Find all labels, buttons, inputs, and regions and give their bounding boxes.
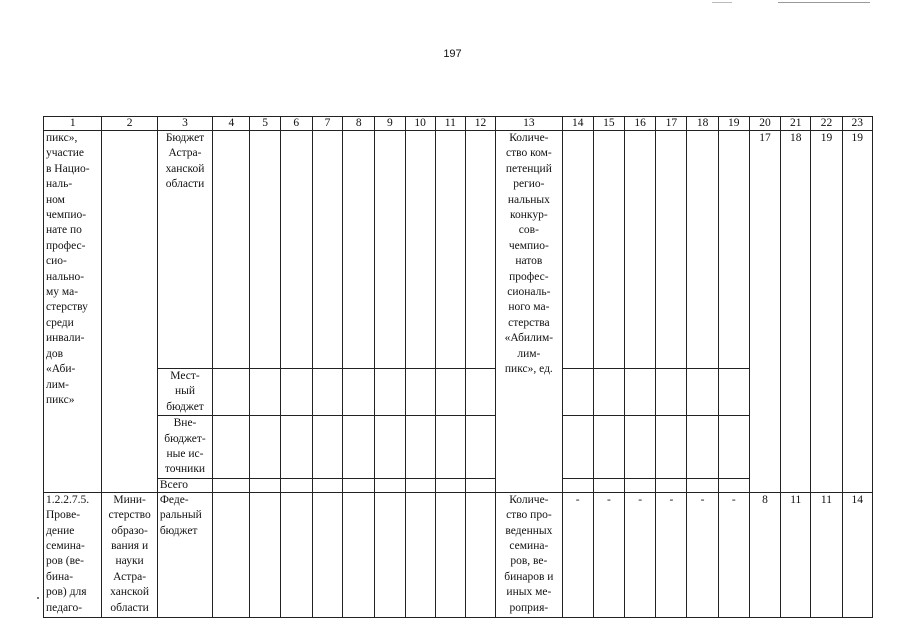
page-number: 197 [443, 48, 462, 60]
indicator-cell: Количе- ство ком- петенций регио- нальных конкур- сов- чемпио- натов профес- сиональ- ного ма- стерства «Абилим- лим- пикс», ед. [496, 131, 562, 493]
value-cell [687, 369, 718, 416]
value-cell [250, 416, 280, 479]
header-cell: 11 [435, 117, 465, 131]
value-cell [405, 492, 435, 617]
value-cell [343, 492, 375, 617]
target-value-cell: 14 [842, 492, 872, 617]
value-cell [625, 416, 656, 479]
header-cell: 19 [718, 117, 749, 131]
scan-mark [778, 2, 870, 3]
value-cell [687, 131, 718, 369]
value-cell [312, 416, 342, 479]
header-cell: 21 [781, 117, 811, 131]
funding-source-cell: Вне- бюджет- ные ис- точники [157, 416, 212, 479]
header-cell: 6 [280, 117, 312, 131]
value-cell [718, 369, 749, 416]
value-cell [343, 416, 375, 479]
table-row [44, 369, 873, 416]
value-cell [562, 416, 593, 479]
header-cell: 16 [625, 117, 656, 131]
target-value-cell: 19 [842, 131, 872, 493]
value-cell [593, 478, 624, 492]
value-cell [312, 478, 342, 492]
table-row [44, 416, 873, 479]
value-cell [593, 369, 624, 416]
value-cell [312, 369, 342, 416]
header-cell: 9 [375, 117, 405, 131]
value-cell [213, 416, 250, 479]
dash-cell: - [625, 492, 656, 617]
value-cell [687, 478, 718, 492]
value-cell [250, 478, 280, 492]
header-cell: 2 [102, 117, 157, 131]
header-cell: 7 [312, 117, 342, 131]
value-cell [718, 478, 749, 492]
value-cell [435, 416, 465, 479]
value-cell [405, 131, 435, 369]
value-cell [280, 416, 312, 479]
value-cell [343, 369, 375, 416]
value-cell [656, 369, 687, 416]
value-cell [213, 131, 250, 369]
value-cell [593, 416, 624, 479]
funding-source-cell: Мест- ный бюджет [157, 369, 212, 416]
executor-cell [102, 131, 157, 493]
value-cell [718, 131, 749, 369]
value-cell [562, 478, 593, 492]
header-cell: 17 [656, 117, 687, 131]
value-cell [375, 131, 405, 369]
value-cell [593, 131, 624, 369]
executor-cell: Мини- стерство образо- вания и науки Астра- ханской области [102, 492, 157, 617]
value-cell [405, 478, 435, 492]
dash-cell: - [687, 492, 718, 617]
header-cell: 13 [496, 117, 562, 131]
measure-name-cell: пикс», участие в Нацио- наль- ном чемпио- нате по профес- сио- нально- му ма- стерству среди инвали- дов «Аби- лим- пикс» [44, 131, 102, 493]
indicator-cell: Количе- ство про- веденных семина- ров, ве- бинаров и иных ме- роприя- [496, 492, 562, 617]
header-cell: 1 [44, 117, 102, 131]
value-cell [375, 478, 405, 492]
dash-cell: - [593, 492, 624, 617]
funding-source-cell: Всего [157, 478, 212, 492]
table-row [44, 131, 873, 369]
table-row [44, 478, 873, 492]
value-cell [375, 492, 405, 617]
budget-table [43, 116, 873, 618]
value-cell [405, 369, 435, 416]
value-cell [465, 478, 495, 492]
header-cell: 3 [157, 117, 212, 131]
funding-source-cell: Бюджет Астра- ханской области [157, 131, 212, 369]
value-cell [562, 369, 593, 416]
header-cell: 12 [465, 117, 495, 131]
target-value-cell: 8 [749, 492, 780, 617]
value-cell [405, 416, 435, 479]
value-cell [312, 492, 342, 617]
value-cell [280, 492, 312, 617]
value-cell [435, 478, 465, 492]
header-cell: 4 [213, 117, 250, 131]
target-value-cell: 17 [749, 131, 780, 493]
value-cell [375, 416, 405, 479]
table-row [44, 492, 873, 617]
value-cell [343, 131, 375, 369]
value-cell [250, 369, 280, 416]
header-cell: 14 [562, 117, 593, 131]
value-cell [625, 131, 656, 369]
target-value-cell: 18 [781, 131, 811, 493]
value-cell [213, 492, 250, 617]
header-cell: 10 [405, 117, 435, 131]
measure-name-cell: 1.2.2.7.5. Прове- дение семина- ров (ве- бина- ров) для педаго- [44, 492, 102, 617]
value-cell [562, 131, 593, 369]
value-cell [250, 492, 280, 617]
value-cell [213, 369, 250, 416]
value-cell [687, 416, 718, 479]
value-cell [250, 131, 280, 369]
value-cell [465, 492, 495, 617]
value-cell [435, 369, 465, 416]
header-cell: 22 [811, 117, 842, 131]
value-cell [625, 369, 656, 416]
header-cell: 15 [593, 117, 624, 131]
dash-cell: - [562, 492, 593, 617]
target-value-cell: 11 [781, 492, 811, 617]
scan-mark [712, 2, 732, 3]
value-cell [718, 416, 749, 479]
value-cell [280, 369, 312, 416]
header-cell: 8 [343, 117, 375, 131]
header-cell: 5 [250, 117, 280, 131]
value-cell [435, 131, 465, 369]
value-cell [343, 478, 375, 492]
value-cell [465, 416, 495, 479]
value-cell [656, 131, 687, 369]
value-cell [375, 369, 405, 416]
target-value-cell: 11 [811, 492, 842, 617]
header-cell: 18 [687, 117, 718, 131]
header-cell: 23 [842, 117, 872, 131]
dash-cell: - [718, 492, 749, 617]
dash-cell: - [656, 492, 687, 617]
scan-dot [37, 597, 39, 599]
value-cell [280, 478, 312, 492]
value-cell [625, 478, 656, 492]
header-row [44, 117, 873, 131]
value-cell [435, 492, 465, 617]
value-cell [656, 416, 687, 479]
funding-source-cell: Феде- ральный бюджет [157, 492, 212, 617]
value-cell [465, 369, 495, 416]
header-cell: 20 [749, 117, 780, 131]
target-value-cell: 19 [811, 131, 842, 493]
value-cell [465, 131, 495, 369]
value-cell [656, 478, 687, 492]
value-cell [280, 131, 312, 369]
value-cell [213, 478, 250, 492]
value-cell [312, 131, 342, 369]
